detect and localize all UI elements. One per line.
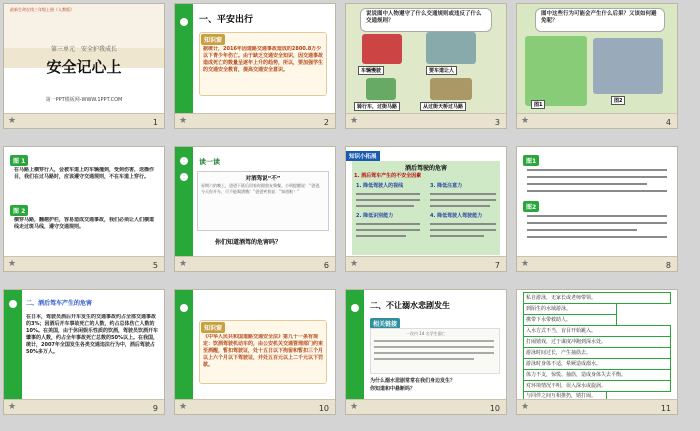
green-sidebar [175,147,193,257]
slide-thumbnail-3[interactable] [346,4,506,128]
section-heading: 二、酒后驾车产生的危害 [26,300,93,307]
slide-footer-bar [517,256,677,271]
story-title: 对酒驾说“不” [245,176,281,182]
point-2: 2. 降低识别能力 [356,213,394,219]
green-sidebar [4,290,22,400]
caption-1: 车辆慢驶 [358,66,384,75]
star-icon: ★ [8,259,17,269]
slide-number: 9 [152,404,158,413]
point-4: 4. 降低驾驶人驾驶能力 [430,213,483,219]
question-text: 你们知道酒驾的危害吗？ [215,239,282,246]
star-icon: ★ [350,259,359,269]
related-link-tag: 相关链接 [370,318,400,329]
star-icon: ★ [350,116,359,126]
section-title: 二、不让溺水悲剧发生 [370,301,450,310]
green-sidebar [175,4,193,114]
slide-number: 4 [665,118,671,127]
reason-line-10: 与同伴之间互相推扔，嬉打闹。 [523,391,607,401]
read-tag: 读一读 [199,158,220,166]
footer-label: 第一PPT模板网-WWW.1PPT.COM [45,97,123,103]
unit-label: 第三单元 安全护我成长 [50,46,117,53]
figure-tag-1: 图1 [523,155,539,166]
star-icon: ★ [8,402,17,412]
slide-footer-bar [346,399,506,414]
slide-footer-bar [346,113,506,128]
extension-tag: 知识小拓展 [346,151,380,161]
slide-footer-bar [4,399,164,414]
caption-4: 从过街天桥过马路 [420,102,466,111]
slide-number: 7 [494,261,500,270]
reason-line-2: 到陌生的水域游泳。 [523,303,617,315]
slide-number: 2 [323,118,329,127]
reason-line-3: 携带下水带救助人。 [523,314,617,326]
slide-footer-bar [175,399,335,414]
question-2: 你知道和中悬断吗？ [370,386,416,392]
slide-thumbnail-2[interactable] [175,4,335,128]
reason-line-7: 游泳时身体不适，晕厥造成溺水。 [523,358,671,370]
top-label: 最新生命在线三年级上册《人教版》 [10,7,74,12]
slide-footer-bar [175,256,335,271]
slide-footer-bar [517,399,677,414]
question-text: 图中这些行为可能会产生什么后果？又该如何避免呢？ [541,11,657,24]
section-title: 一、平安出行 [199,15,254,25]
reason-line-5: 打闹嬉戏，过于谋度冲跑到深水处。 [523,336,671,348]
star-icon: ★ [8,116,17,126]
figure-label-1: 图1 [531,100,545,109]
green-sidebar [346,290,364,400]
slide-thumbnail-6[interactable] [175,147,335,271]
slide-thumbnail-9[interactable] [4,290,164,414]
subheading: 1. 酒后驾车产生的不安全因素 [354,173,422,179]
slide-footer-bar [346,256,506,271]
slide-number: 6 [323,261,329,270]
slide-footer-bar [517,113,677,128]
star-icon: ★ [521,116,530,126]
slide-thumbnail-1[interactable] [4,4,164,128]
slide-footer-bar [175,113,335,128]
slide-thumbnail-8[interactable] [517,147,677,271]
reason-line-6: 游泳时间过长，产生抽筋去。 [523,347,671,359]
caption-3: 骑行车，过街马路 [354,102,400,111]
slide-thumbnail-7[interactable] [346,147,506,271]
slide-thumbnail-4[interactable] [517,4,677,128]
slide-number: 3 [494,118,500,127]
slide-number: 11 [660,404,671,413]
green-sidebar [175,290,193,400]
slide-footer-bar [4,256,164,271]
slide-thumbnail-10[interactable] [175,290,335,414]
body-text: 在日本，驾驶员酒后开车发生的交通事故约占全部交通事故的3%；因酒后开车事故死亡的人数，约占总体伤亡人数的10%。在美国，由于休闲娱乐性质的饮酒，驾驶员饮酒开车肇事的人数，约占全年事故死亡总数的50%以上。在我国，统计，2007年全国发生各类交通违法行为中，酒后驾驶占50%多万人。 [26,314,158,355]
slide-title: 安全记心上 [46,58,122,76]
slide-number: 10 [318,404,329,413]
figure-tag-2: 图 2 [10,205,28,216]
knowledge-tag: 知识窗 [201,322,225,333]
figure-text-1: 在马路上横穿行人，会被车道上的车辆撞到，受到伤害，送操作目，我们在过马路时，应该遵守交通规则，不在车道上穿行。 [14,167,155,180]
question-1: 为什么溺水悲剧常常在我们身边发生？ [370,378,456,384]
slide-footer-bar [4,113,164,128]
slide-number: 5 [152,261,158,270]
star-icon: ★ [179,402,188,412]
slide-thumbnail-5[interactable] [4,147,164,271]
question-text: 说说图中人物遵守了什么交通规则或违反了什么交通规则？ [366,11,482,24]
article-subtitle: 一次内 14 名学生溺亡 [406,331,446,336]
star-icon: ★ [521,402,530,412]
slide-thumbnail-11[interactable] [346,290,506,414]
star-icon: ★ [350,402,359,412]
section-heading: 酒后驾驶的危害 [404,165,447,172]
figure-label-2: 图2 [611,96,625,105]
reason-line-9: 对环境情况不明，误入深水或旋涡。 [523,380,671,392]
star-icon: ★ [179,259,188,269]
reason-line-1: 私自游泳，无家长或老师带领。 [523,292,671,304]
slide-number: 1 [152,118,158,127]
point-1: 1. 降低驾驶人的视线 [356,183,404,189]
star-icon: ★ [521,259,530,269]
slide-number: 10 [489,404,500,413]
figure-tag-2: 图2 [523,201,539,212]
point-3: 3. 降低注意力 [430,183,463,189]
star-icon: ★ [179,116,188,126]
figure-tag-1: 图 1 [10,155,28,166]
knowledge-tag: 知识窗 [201,34,225,45]
figure-text-2: 横穿马路，翻越护栏，容易造成交通事故，我们必须让人们横道线走过斑马线，遵守交通规则。 [14,217,155,230]
reason-line-8: 体力不支，惊慌、抽筋，造成身体失去平衡。 [523,369,671,381]
story-text: 星期六的晚上，爸爸下班后回家时跟朋友聚餐。小明提醒说：“爸爸，今天你开车，可不能喝酒哦！”爸爸笑着说：“知道啦！” [201,183,324,194]
slide-thumbnail-12[interactable] [517,290,677,414]
reason-line-4: 入水方式不当，盲目开始跳入。 [523,325,671,337]
slide-number: 8 [665,261,671,270]
caption-2: 要车道让人 [426,66,457,75]
knowledge-text: 据统计，2016年因道路交通事故造成的2800.8万少以下青少年伤亡。由于缺乏交通安全知识，因交通事故造成死亡的数量呈逐年上升的趋势，所以，要加强学生的交通安全教育，提高交通安全意识。 [203,46,323,73]
knowledge-text: 《中华人民共和国道路交通安全法》第九十一条有规定：饮酒驾驶机动车的，由公安机关交通管理部门约束至酒醒，暂扣驾驶证，处十五日以下拘留和暂扣三个月以上六个月以下驾驶证，并处五百元以上二千元以下罚款。 [203,334,323,368]
